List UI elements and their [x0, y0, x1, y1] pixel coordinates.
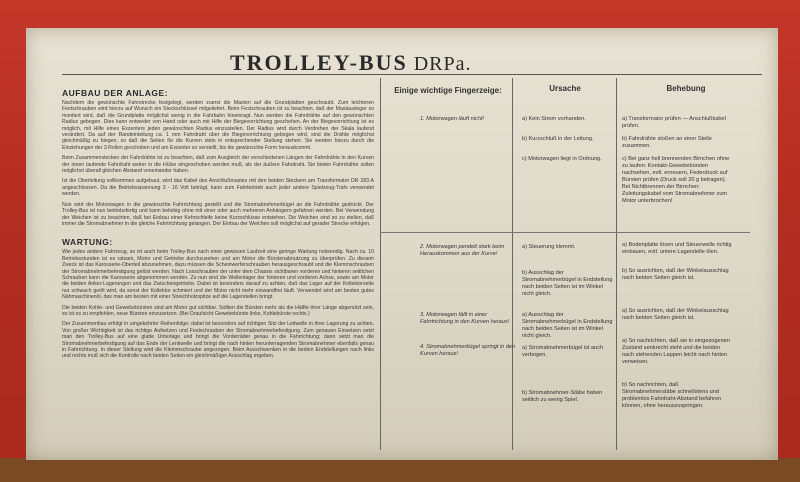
fix-item: b) So ausrichten, daß der Winkelausschlag nach beiden Seiten gleich ist. [622, 268, 729, 281]
aufbau-paragraph: Nun wird der Motorwagen in die gewünschte Fahrrichtung gestellt und die Stromabnehmerbügel an die Fahrdrähte gedrückt. Der Trolley-Bus ist nun betriebsfertig und kann beliebig ohne mit einer oder auch mehreren Anhängern gefahren werden. Bei Verwendung der Weichen ist zu beachten, daß bei Einbau einer Kehrschleife keine Kurzschlüsse entstehen. Die Weichen sind so zu stellen, daß immer die Stromabnehmer in die gleiche Fahrtrichtung gelangen. Der Einbau der Weichen soll möglichst auf gerader Strecke erfolgen. [62, 201, 374, 227]
cause-item: a) Stromabnehmerbügel ist auch verbogen. [522, 345, 604, 358]
problem-item: 2. Motorwagen pendelt stark beim Herauskommen aus der Kurve! [420, 244, 505, 257]
hints-header: Einige wichtige Fingerzeige: [394, 86, 502, 95]
cause-header: Ursache [549, 84, 581, 93]
wartung-paragraph: Der Zusammenbau erfolgt in umgekehrter Reihenfolge; dabei ist besonders auf richtigen Sitz der Leitwelle in ihrer Lagerung zu achten. Von großer Wichtigkeit ist das richtige Aufsetzen und Festschrauben der Stromabnehmerbefestigung. Zum genauen Einsetzen setzt man den Trolley-Bus auf eine glatte Unterlage und bringt die Vorderräder genau in die Fahrrichtung; dann setzt man die Stromabnehmerbefestigung auf das Ende der Lenkwelle und bringt die nach hinten herunterragenden Stromabnehmer ebenfalls genau in Fahrrichtung. In dieser Stellung wird die Klemmschraube angezogen. Beim Ausschwenken in die beiden Endstellungen nach links und rechts muß sich die Kontrolle nach beiden Seiten ein gleichmäßiger Ausschlag ergeben. [62, 321, 374, 360]
cause-item: b) Stromabnehmer-Stäbe haben seitlich zu wenig Spiel. [522, 390, 603, 403]
row-divider [380, 232, 750, 233]
cause-item: b) Ausschlag der Stromabnehmerbügel in Endstellung nach beiden Seiten ist im Winkel nicht gleich. [522, 270, 613, 297]
aufbau-paragraph: Ist die Oberleitung vollkommen aufgebaut, wird das Kabel des Anschlußmastes mit den beiden Steckern am Transformator DR 283 A angeschlossen. Da die Betriebsspannung 3 - 16 Volt beträgt, kann zum Fahrbetrieb auch jeder andere Spielzeug-Trafo verwendet werden. [62, 178, 374, 198]
wartung-heading: WARTUNG: [62, 237, 113, 248]
column-divider [512, 78, 513, 450]
aufbau-paragraph: Beim Zusammenstecken der Fahrdrähte ist zu beachten, daß zum Ausgleich der verschiedenen Längen der Fahrdrähte in den Kurven der innen laufende Fahrdraht weiter in die Hülse eingeschoben werden muß, als der äußere Fahrdraht. Sie bieten Fahrdrähte sollen möglichst überall gleichen Abstand voneinander haben. [62, 155, 374, 175]
column-divider [380, 78, 381, 450]
aufbau-paragraph: Nachdem die gewünschte Fahrstrecke festgelegt, werden zuerst die Masten auf die Grundplatten geschraubt. Zum leichteren Festschrauben wird hierzu auf Wunsch ein Steckschlüssel mitgeliefert. Beim Festschrauben ist zu beachten, daß der Mastausleger so montiert wird, daß die Grundplatte möglichst wenig in die Fahrbahn hineinragt. Nun werden die Fahrdrähte auf den gewünschten Radius gebogen. Dies kann entweder von Hand oder auch mit Hilfe der Biegevorrichtung geschehen. An der Biegevorrichtung ist es möglich, mit Hilfe eines Exzenters jeden gewünschten Radius einzustellen. Der Radius wird durch Verdrehen der Skala laufend verändert. Da auf der Randeinteilung ca. 1 mm Fahrdraht über die Biegevorrichtung gebogen wird, sind die Drähte möglichst gleichmäßig zu biegen, so daß die Seiten für die Kurven stets in entsprechender Stellung stehen. Sie werden hierzu durch die Einziehungen der 3 Rollen geschoben und am Exzenter so verstellt, bis die gewünschte Form herauskommt. [62, 100, 374, 151]
fix-item: a) Bodenplatte lösen und Steuerwelle richtig einbauen, evtl. untere Lagerstelle ölen. [622, 242, 732, 255]
column-divider [616, 78, 617, 450]
instructions-column [62, 78, 374, 450]
fix-item: a) Transformator prüfen — Anschlußkabel prüfen. [622, 116, 726, 129]
title-suffix: DRPa. [413, 53, 472, 75]
title-text: TROLLEY-BUS [230, 50, 408, 75]
fix-item: c) Bei ganz hell brennenden Birnchen ohne zu laufen: Kontakt-Gewebebürsten nachsehen, evtl. erneuern, Federdruck auf Bürsten prüfen (Druck soll 20 g betragen). Bei Nichtbrennen der Birnchen: Zuleitungskabel vom Stromabnehmer zum Motor unterbrochen! [622, 156, 730, 204]
cause-item: a) Steuerung klemmt. [522, 244, 576, 250]
wartung-paragraph: Wie jedes andere Fahrzeug, so ist auch beim Trolley-Bus nach einer gewissen Laufzeit eine geringe Wartung notwendig. Nach ca. 10 Betriebsstunden ist es ratsam, Motor und Getriebe durchzusehen und am Motor die Bürstenabnutzung zu überprüfen. Zu diesem Zweck ist das Karosserie-Oberteil abzunehmen, dazu müssen die Scheinwerferschrauben herausgeschraubt und die Klemmschrauben der Stromabnehmerbefestigung gelöst werden. Nach Losschrauben der unter dem Chassis sichtbaren vorderen und hinteren seitlichen Schrauben kann die Karosserie abgenommen werden. Zu nun sind die Wellenlager der hinteren und vorderen Achse, sowie am Motor die beiden Anker-Lagerungen und das Zwischengetriebe. Dabei ist besonders darauf zu achten, daß das Lager auf der Kollektorseite nur schwach geölt wird, da sonst der Kollektor schmiert und der Motor nicht mehr einwandfrei läuft. Verwendet wird am besten gutes Nähmaschinenöl, das man am besten mit einer Streichholzspitze auf die Lagerstellen bringt. [62, 249, 374, 301]
cause-item: c) Motorwagen liegt in Ordnung. [522, 156, 602, 162]
table-edge [0, 458, 800, 482]
fix-item: b) Fahrdrähte stoßen an einer Stelle zusammen. [622, 136, 712, 149]
title-rule [62, 74, 762, 75]
aufbau-heading: AUFBAU DER ANLAGE: [62, 88, 168, 98]
problem-item: 1. Motorwagen läuft nicht! [420, 116, 485, 122]
fix-header: Behebung [666, 84, 706, 93]
cause-item: a) Kein Strom vorhanden. [522, 116, 586, 122]
problem-item: 3. Motorwagen fällt in einer Fahrtrichtung in den Kurven heraus! [420, 312, 510, 325]
wartung-paragraph: Die beiden Kohle- und Gewebebürsten sind am Motor gut sichtbar. Sollten die Bürsten mehr als die Hälfte ihrer Länge abgenützt sein, so ist es zu empfehlen, neue Bürsten einzusetzen. (Bei Draufsicht Gewebebürste links, Kohlebürste rechts.) [62, 304, 374, 317]
problem-item: 4. Stromabnehmerbügel springt in den Kurven heraus! [420, 344, 516, 357]
cause-item: b) Kurzschluß in der Leitung. [522, 136, 594, 142]
fix-item: a) So ausrichten, daß der Winkelausschlag nach beiden Seiten gleich ist. [622, 308, 729, 321]
fix-item: a) So nachrichten, daß sie in eingezogenen Zustand senkrecht steht und die beiden nach stehenden Lappen leicht nach hinten verweisen. [622, 338, 730, 365]
page-title [230, 50, 471, 76]
cause-item: a) Ausschlag der Stromabnehmerbügel in Endstellung nach beiden Seiten ist im Winkel nicht gleich. [522, 312, 613, 339]
fix-item: b) So nachrichten, daß Stromabnehmerstäbe schnellstens und problemlos Fahrdraht-Abstand befahren können, ohne herauszuspringen. [622, 382, 722, 409]
